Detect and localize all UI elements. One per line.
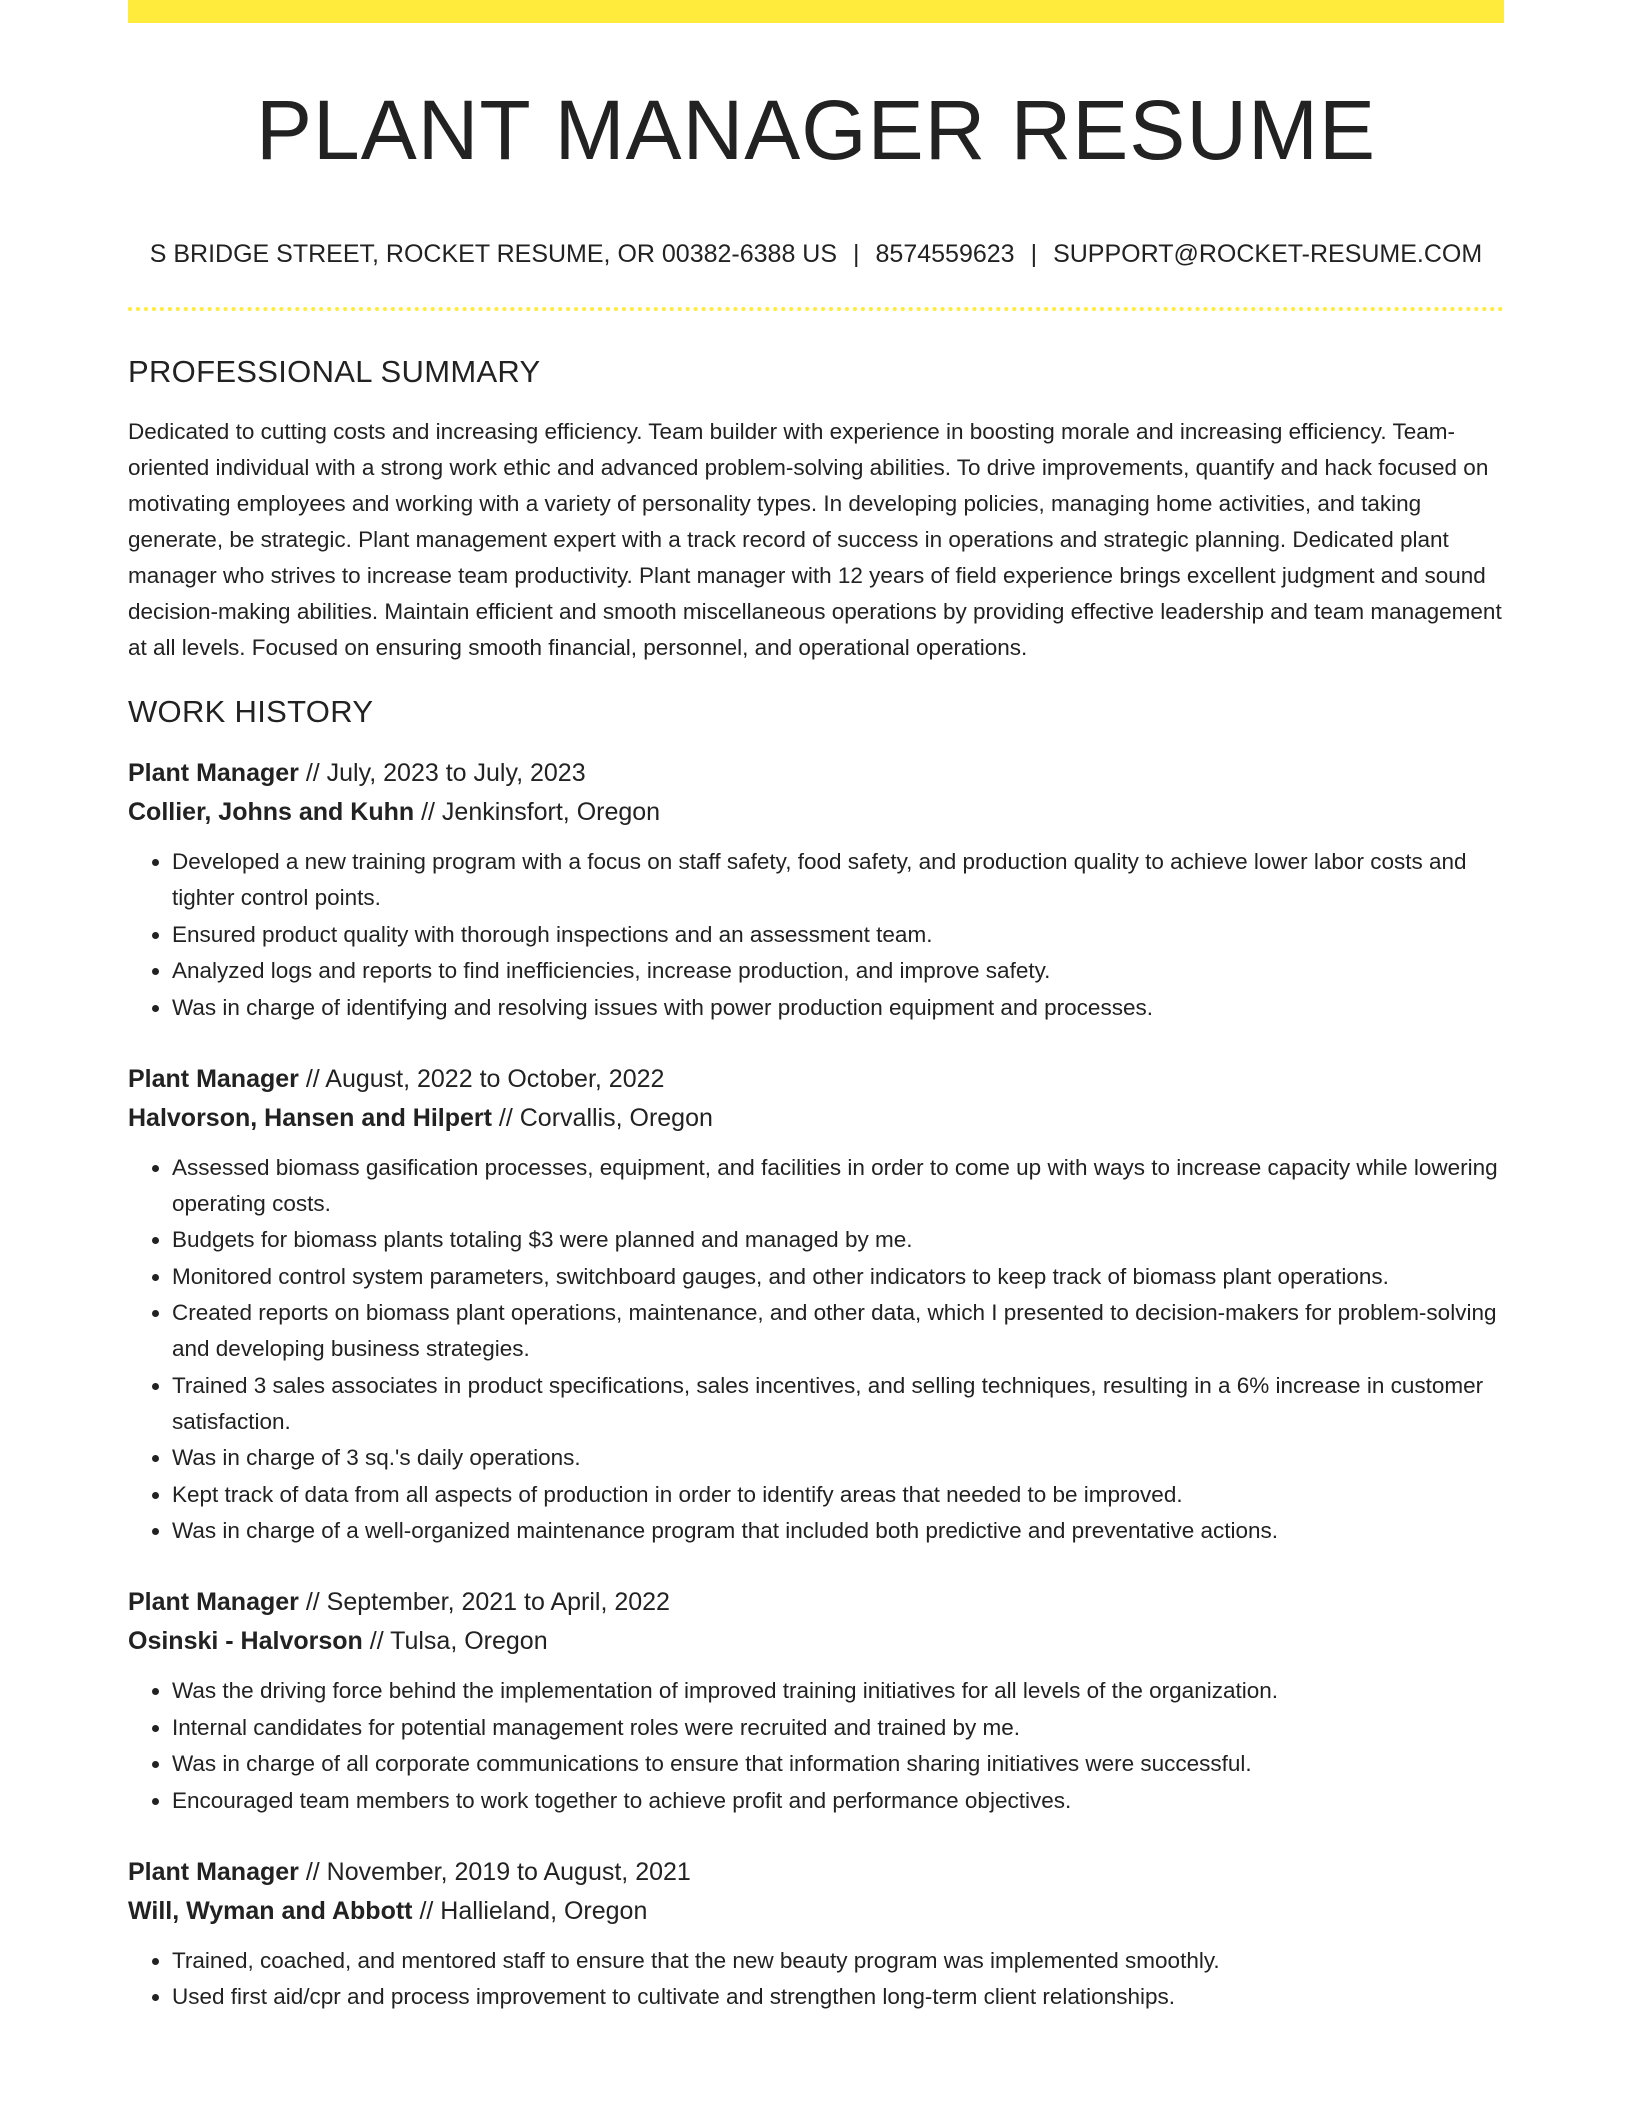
job-entry <box>128 1853 1504 2016</box>
job-entry <box>128 1060 1504 1550</box>
contact-separator: | <box>1030 240 1038 268</box>
job-company: Halvorson, Hansen and Hilpert <box>128 1103 492 1132</box>
job-title: Plant Manager <box>128 1064 299 1093</box>
job-bullet: • Encouraged team members to work together to achieve profit and performance objectives. <box>172 1783 1504 1819</box>
job-dates: // July, 2023 to July, 2023 <box>298 759 586 787</box>
job-bullet: • Assessed biomass gasification processes, equipment, and facilities in order to come up with ways to increase capacity while lowering operating costs. <box>172 1150 1504 1222</box>
contact-email: SUPPORT@ROCKET-RESUME.COM <box>1053 240 1483 268</box>
job-location: // Corvallis, Oregon <box>491 1103 713 1132</box>
job-title: Plant Manager <box>128 1857 299 1886</box>
job-bullet-list <box>128 1150 1504 1550</box>
job-entry <box>128 1583 1504 1819</box>
job-company-line <box>128 1892 1504 1931</box>
job-title-line <box>128 1060 1504 1099</box>
job-bullet: • Kept track of data from all aspects of production in order to identify areas that needed to be improved. <box>172 1477 1504 1513</box>
job-bullet-list <box>128 1673 1504 1819</box>
resume-title: PLANT MANAGER RESUME <box>256 83 1376 177</box>
job-company-line <box>128 793 1504 832</box>
job-title: Plant Manager <box>128 759 299 787</box>
work-history-section <box>128 692 1504 2015</box>
job-company: Will, Wyman and Abbott <box>128 1896 413 1925</box>
resume-content <box>128 352 1504 2049</box>
summary-heading: PROFESSIONAL SUMMARY <box>128 354 541 389</box>
contact-line <box>128 236 1504 272</box>
job-title-line <box>128 1583 1504 1622</box>
job-bullet: • Analyzed logs and reports to find inefficiencies, increase production, and improve safety. <box>172 953 1504 989</box>
job-bullet-list <box>128 844 1504 1026</box>
job-location: // Hallieland, Oregon <box>412 1896 648 1925</box>
job-dates: // September, 2021 to April, 2022 <box>298 1588 670 1616</box>
job-title-line <box>128 1853 1504 1892</box>
job-bullet: • Monitored control system parameters, switchboard gauges, and other indicators to keep track of biomass plant operations. <box>172 1259 1504 1295</box>
job-list <box>128 754 1504 2015</box>
job-bullet: • Was in charge of all corporate communications to ensure that information sharing initiatives were successful. <box>172 1746 1504 1782</box>
job-dates: // November, 2019 to August, 2021 <box>298 1857 691 1886</box>
job-entry <box>128 754 1504 1026</box>
job-company: Collier, Johns and Kuhn <box>128 798 415 826</box>
contact-separator: | <box>853 240 860 268</box>
job-company: Osinski - Halvorson <box>128 1627 363 1655</box>
job-bullet: • Created reports on biomass plant operations, maintenance, and other data, which I presented to decision-makers for problem-solving and developing business strategies. <box>172 1295 1504 1367</box>
job-bullet: • Was in charge of identifying and resolving issues with power production equipment and processes. <box>172 990 1504 1026</box>
summary-text: Dedicated to cutting costs and increasing efficiency. Team builder with experience in boosting morale and increasing efficiency. Team-oriented individual with a strong work ethic and advanced problem-solving abilities. To drive improvements, quantify and hack focused on motivating employees and working with a variety of personality types. In developing policies, managing home activities, and taking generate, be strategic. Plant management expert with a track record of success in operations and strategic planning. Dedicated plant manager who strives to increase team productivity. Plant manager with 12 years of field experience brings excellent judgment and sound decision-making abilities. Maintain efficient and smooth miscellaneous operations by providing effective leadership and team management at all levels. Focused on ensuring smooth financial, personnel, and operational operations. <box>128 419 1502 660</box>
job-company-line <box>128 1622 1504 1661</box>
job-bullet: • Was in charge of 3 sq.'s daily operations. <box>172 1440 1504 1476</box>
job-bullet: • Was in charge of a well-organized maintenance program that included both predictive and preventative actions. <box>172 1513 1504 1549</box>
header-divider <box>128 307 1504 311</box>
job-bullet: • Internal candidates for potential management roles were recruited and trained by me. <box>172 1710 1504 1746</box>
job-company-line <box>128 1099 1504 1138</box>
contact-address: S BRIDGE STREET, ROCKET RESUME, OR 00382-6388 US <box>149 240 838 268</box>
job-bullet: • Developed a new training program with a focus on staff safety, food safety, and production quality to achieve lower labor costs and tighter control points. <box>172 844 1504 916</box>
work-history-heading: WORK HISTORY <box>128 694 374 729</box>
top-accent-bar <box>128 0 1504 23</box>
job-bullet-list <box>128 1943 1504 2016</box>
job-bullet: • Was the driving force behind the implementation of improved training initiatives for all levels of the organization. <box>172 1673 1504 1709</box>
job-bullet: • Trained 3 sales associates in product specifications, sales incentives, and selling techniques, resulting in a 6% increase in customer satisfaction. <box>172 1368 1504 1440</box>
contact-phone: 8574559623 <box>875 240 1015 268</box>
job-location: // Tulsa, Oregon <box>362 1627 548 1655</box>
job-bullet: • Ensured product quality with thorough inspections and an assessment team. <box>172 917 1504 953</box>
job-bullet: • Trained, coached, and mentored staff to ensure that the new beauty program was implemented smoothly. <box>172 1943 1504 1979</box>
job-dates: // August, 2022 to October, 2022 <box>298 1064 665 1093</box>
job-bullet: • Used first aid/cpr and process improvement to cultivate and strengthen long-term client relationships. <box>172 1979 1504 2015</box>
job-title-line <box>128 754 1504 793</box>
job-title: Plant Manager <box>128 1588 299 1616</box>
job-bullet: • Budgets for biomass plants totaling $3 were planned and managed by me. <box>172 1222 1504 1258</box>
job-location: // Jenkinsfort, Oregon <box>414 798 661 826</box>
professional-summary-section <box>128 352 1504 666</box>
